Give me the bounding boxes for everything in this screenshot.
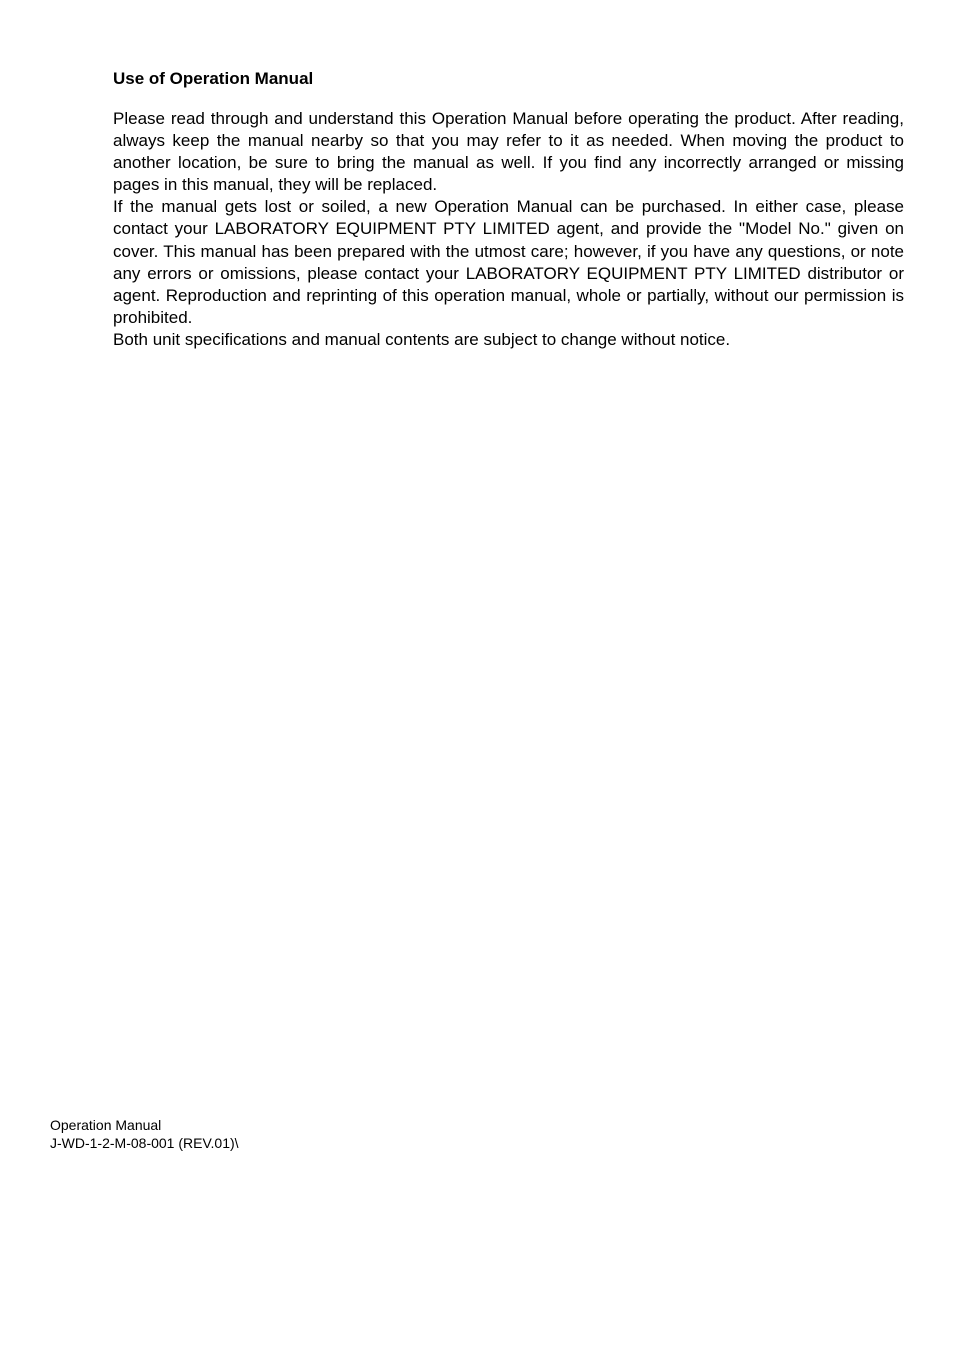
paragraph-usage: Please read through and understand this Operation Manual before operating the product. After reading, always keep the manual nearby so that you may refer to it as needed. When moving the product to another location, be sure to bring the manual as well. If you find any incorrectly arranged or missing pages in this manual, they will be replaced. — [113, 109, 904, 195]
paragraph-notice: Both unit specifications and manual contents are subject to change without notice. — [113, 329, 731, 349]
footer-title: Operation Manual — [50, 1117, 162, 1133]
footer-doc-number: J-WD-1-2-M-08-001 (REV.01)\ — [50, 1135, 239, 1151]
body-text — [113, 108, 904, 351]
paragraph-replacement: If the manual gets lost or soiled, a new Operation Manual can be purchased. In either case, please contact your LABORATORY EQUIPMENT PTY LIMITED agent, and provide the "Model No." given on cover. This manual has been prepared with the utmost care; however, if you have any questions, or note any errors or omissions, please contact your LABORATORY EQUIPMENT PTY LIMITED distributor or agent. Reproduction and reprinting of this operation manual, whole or partially, without our permission is prohibited. — [113, 197, 904, 327]
footer — [50, 1116, 239, 1152]
page-title: Use of Operation Manual — [113, 69, 314, 88]
